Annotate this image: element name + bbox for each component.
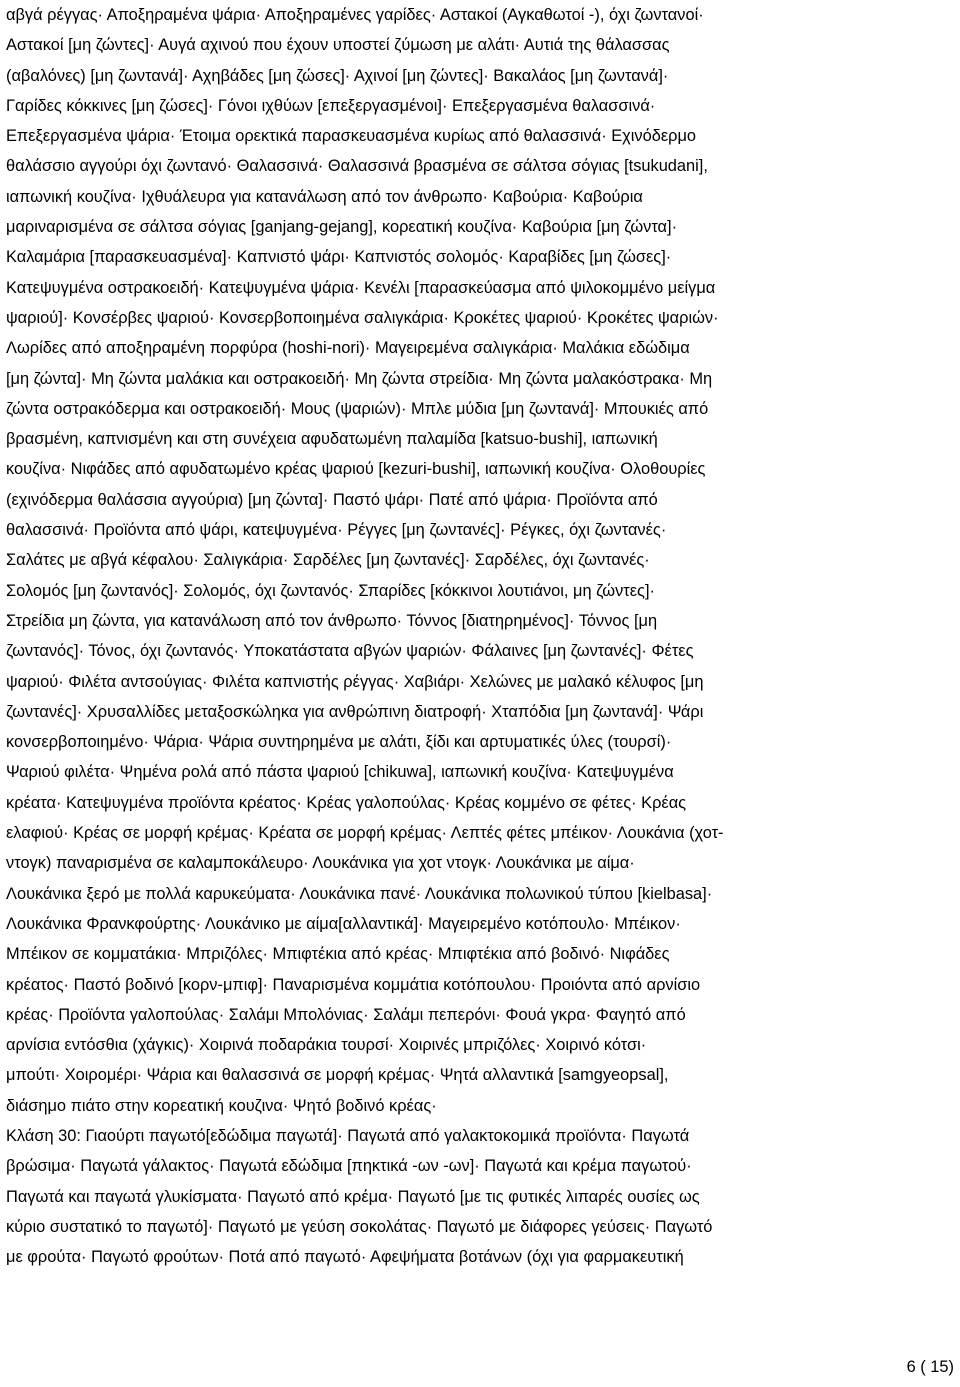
text-line: Λωρίδες από αποξηραμένη πορφύρα (hoshi-nori)· Μαγειρεμένα σαλιγκάρια· Μαλάκια εδώδιμα [6,339,690,358]
text-line: με φρούτα· Παγωτό φρούτων· Ποτά από παγωτό· Αφεψήματα βοτάνων (όχι για φαρμακευτική [6,1248,684,1267]
text-line: ψαριού]· Κονσέρβες ψαριού· Κονσερβοποιημένα σαλιγκάρια· Κροκέτες ψαριού· Κροκέτες ψαριών· [6,308,719,327]
text-line: αβγά ρέγγας· Αποξηραμένα ψάρια· Αποξηραμένες γαρίδες· Αστακοί (Αγκαθωτοί -), όχι ζωντανοί· [6,6,704,24]
text-line: διάσημο πιάτο στην κορεατική κουζινα· Ψητό βοδινό κρέας· [6,1096,437,1115]
text-line: Παγωτά και παγωτά γλυκίσματα· Παγωτό από κρέμα· Παγωτό [με τις φυτικές λιπαρές ουσίες ως [6,1187,700,1206]
text-line: (αβαλόνες) [μη ζωντανά]· Αχηβάδες [μη ζώσες]· Αχινοί [μη ζώντες]· Βακαλάος [μη ζωντανά]· [6,66,669,85]
text-line: αρνίσια εντόσθια (χάγκις)· Χοιρινά ποδαράκια τουρσί· Χοιρινές μπριζόλες· Χοιρινό κότσι· [6,1036,647,1055]
text-line: μαριναρισμένα σε σάλτσα σόγιας [ganjang-gejang], κορεατική κουζίνα· Καβούρια [μη ζώντα]· [6,218,678,237]
text-line: θαλασσινά· Προϊόντα από ψάρι, κατεψυγμένα· Ρέγγες [μη ζωντανές]· Ρέγκες, όχι ζωντανές· [6,521,667,540]
text-line: βρασμένη, καπνισμένη και στη συνέχεια αφυδατωμένη παλαμίδα [katsuo-bushi], ιαπωνική [6,430,658,449]
text-line: Λουκάνικα ξερό με πολλά καρυκεύματα· Λουκάνικα πανέ· Λουκάνικα πολωνικού τύπου [kielbasa]· [6,884,713,903]
text-line: κρέας· Προϊόντα γαλοπούλας· Σαλάμι Μπολόνιας· Σαλάμι πεπερόνι· Φουά γκρα· Φαγητό από [6,1005,686,1024]
text-line: κύριο συστατικό το παγωτό]· Παγωτό με γεύση σοκολάτας· Παγωτό με διάφορες γεύσεις· Παγωτό [6,1217,713,1236]
text-line: ντογκ) παναρισμένα σε καλαμποκάλευρο· Λουκάνικα για χοτ ντογκ· Λουκάνικα με αίμα· [6,854,635,873]
text-line: [μη ζώντα]· Μη ζώντα μαλάκια και οστρακοειδή· Μη ζώντα στρείδια· Μη ζώντα μαλακόστρακα· Μη [6,369,713,388]
text-line: κονσερβοποιημένο· Ψάρια· Ψάρια συντηρημένα με αλάτι, ξίδι και αρτυματικές ύλες (τουρσί)· [6,733,672,752]
text-line: Κλάση 30: Γιαούρτι παγωτό[εδώδιμα παγωτά]· Παγωτά από γαλακτοκομικά προϊόντα· Παγωτά [6,1126,690,1145]
text-line: Στρείδια μη ζώντα, για κατανάλωση από τον άνθρωπο· Τόννος [διατηρημένος]· Τόννος [μη [6,611,658,630]
text-line: ζωντανές]· Χρυσαλλίδες μεταξοσκώληκα για ανθρώπινη διατροφή· Χταπόδια [μη ζωντανά]· Ψάρι [6,702,704,721]
text-line: Σαλάτες με αβγά κέφαλου· Σαλιγκάρια· Σαρδέλες [μη ζωντανές]· Σαρδέλες, όχι ζωντανές· [6,551,650,570]
text-line: Ψαριού φιλέτα· Ψημένα ρολά από πάστα ψαριού [chikuwa], ιαπωνική κουζίνα· Κατεψυγμένα [6,763,674,782]
text-line: Καλαμάρια [παρασκευασμένα]· Καπνιστό ψάρι· Καπνιστός σολομός· Καραβίδες [μη ζώσες]· [6,248,672,267]
text-line: μπούτι· Χοιρομέρι· Ψάρια και θαλασσινά σε μορφή κρέμας· Ψητά αλλαντικά [samgyeopsal], [6,1066,669,1085]
text-line: ζωντανός]· Τόνος, όχι ζωντανός· Υποκατάστατα αβγών ψαριών· Φάλαινες [μη ζωντανές]· Φέτες [6,642,694,661]
text-line: κουζίνα· Νιφάδες από αφυδατωμένο κρέας ψαριού [kezuri-bushi], ιαπωνική κουζίνα· Ολοθουρίες [6,460,706,479]
text-line: Γαρίδες κόκκινες [μη ζώσες]· Γόνοι ιχθύων [επεξεργασμένοι]· Επεξεργασμένα θαλασσινά· [6,96,656,115]
text-line: Σολομός [μη ζωντανός]· Σολομός, όχι ζωντανός· Σπαρίδες [κόκκινοι λουτιάνοι, μη ζώντες]· [6,581,655,600]
text-line: κρέατα· Κατεψυγμένα προϊόντα κρέατος· Κρέας γαλοπούλας· Κρέας κομμένο σε φέτες· Κρέας [6,793,687,812]
text-line: Αστακοί [μη ζώντες]· Αυγά αχινού που έχουν υποστεί ζύμωση με αλάτι· Αυτιά της θάλασσας [6,36,670,55]
text-line: Λουκάνικα Φρανκφούρτης· Λουκάνικο με αίμα[αλλαντικά]· Μαγειρεμένο κοτόπουλο· Μπέικον· [6,914,681,933]
text-line: Κατεψυγμένα οστρακοειδή· Κατεψυγμένα ψάρια· Κενέλι [παρασκεύασμα από ψιλοκομμένο μείγμα [6,278,716,297]
text-line: θαλάσσιο αγγούρι όχι ζωντανό· Θαλασσινά· Θαλασσινά βρασμένα σε σάλτσα σόγιας [tsukudani], [6,157,708,176]
text-line: κρέατος· Παστό βοδινό [κορν-μπιφ]· Παναρισμένα κομμάτια κοτόπουλου· Προιόντα από αρνίσιο [6,975,701,994]
text-line: ελαφιού· Κρέας σε μορφή κρέμας· Κρέατα σε μορφή κρέμας· Λεπτές φέτες μπέικον· Λουκάνια (χοτ- [6,824,724,843]
text-line: βρώσιμα· Παγωτά γάλακτος· Παγωτά εδώδιμα [πηκτικά -ων -ων]· Παγωτά και κρέμα παγωτού· [6,1157,692,1176]
text-line: Μπέικον σε κομματάκια· Μπριζόλες· Μπιφτέκια από κρέας· Μπιφτέκια από βοδινό· Νιφάδες [6,945,670,964]
text-line: ψαριού· Φιλέτα αντσούγιας· Φιλέτα καπνιστής ρέγγας· Χαβιάρι· Χελώνες με μαλακό κέλυφος [μη [6,672,704,691]
goods-list-text [6,0,926,1272]
text-line: ιαπωνική κουζίνα· Ιχθυάλευρα για κατανάλωση από τον άνθρωπο· Καβούρια· Καβούρια [6,187,643,206]
page-number: 6 ( 15) [906,1358,954,1376]
text-line: (εχινόδερμα θαλάσσια αγγούρια) [μη ζώντα]· Παστό ψάρι· Πατέ από ψάρια· Προϊόντα από [6,490,658,509]
text-line: Επεξεργασμένα ψάρια· Έτοιμα ορεκτικά παρασκευασμένα κυρίως από θαλασσινά· Εχινόδερμο [6,127,697,146]
text-line: ζώντα οστρακόδερμα και οστρακοειδή· Μους (ψαριών)· Μπλε μύδια [μη ζωντανά]· Μπουκιές από [6,399,709,418]
